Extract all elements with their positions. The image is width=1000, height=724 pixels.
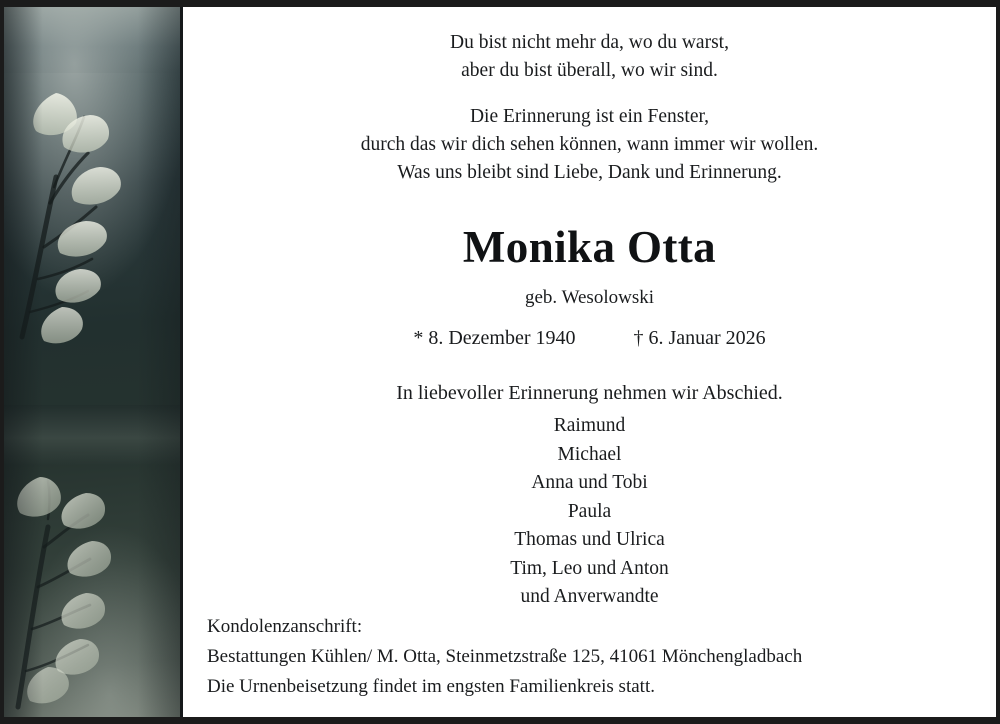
mourner-item: Michael (557, 443, 622, 465)
death-date: † 6. Januar 2026 (633, 327, 766, 349)
mourners-list (207, 412, 972, 612)
decorative-artwork-panel (4, 7, 183, 717)
life-dates (207, 327, 972, 350)
footer-block (207, 612, 972, 706)
memorial-verse (207, 29, 972, 187)
mourner-item: Thomas und Ulrica (514, 529, 665, 550)
verse-line: Die Erinnerung ist ein Fenster, (469, 106, 710, 127)
burial-note: Die Urnenbeisetzung findet im engsten Familienkreis statt. (207, 675, 655, 697)
condolence-address: Bestattungen Kühlen/ M. Otta, Steinmetzstraße 125, 41061 Mönchengladbach (207, 645, 803, 667)
farewell-text: In liebevoller Erinnerung nehmen wir Abschied. (396, 382, 783, 404)
mourner-item: und Anverwandte (520, 586, 659, 607)
birth-date: * 8. Dezember 1940 (413, 327, 576, 349)
artwork-vignette (4, 7, 180, 717)
mourner-item: Anna und Tobi (531, 472, 648, 493)
mourner-item: Raimund (553, 415, 626, 436)
maiden-name: geb. Wesolowski (524, 287, 654, 308)
notice-content (183, 7, 996, 717)
verse-line: durch das wir dich sehen können, wann immer wir wollen. (360, 134, 819, 155)
mourner-item: Tim, Leo und Anton (510, 557, 669, 579)
verse-stanza-gap (207, 85, 972, 103)
verse-line: aber du bist überall, wo wir sind. (461, 60, 718, 81)
deceased-name: Monika Otta (462, 222, 717, 272)
verse-line: Was uns bleibt sind Liebe, Dank und Erinnerung. (397, 162, 782, 183)
verse-line: Du bist nicht mehr da, wo du warst, (450, 32, 729, 53)
condolence-label: Kondolenzanschrift: (207, 615, 363, 637)
mourner-item: Paula (567, 500, 612, 522)
